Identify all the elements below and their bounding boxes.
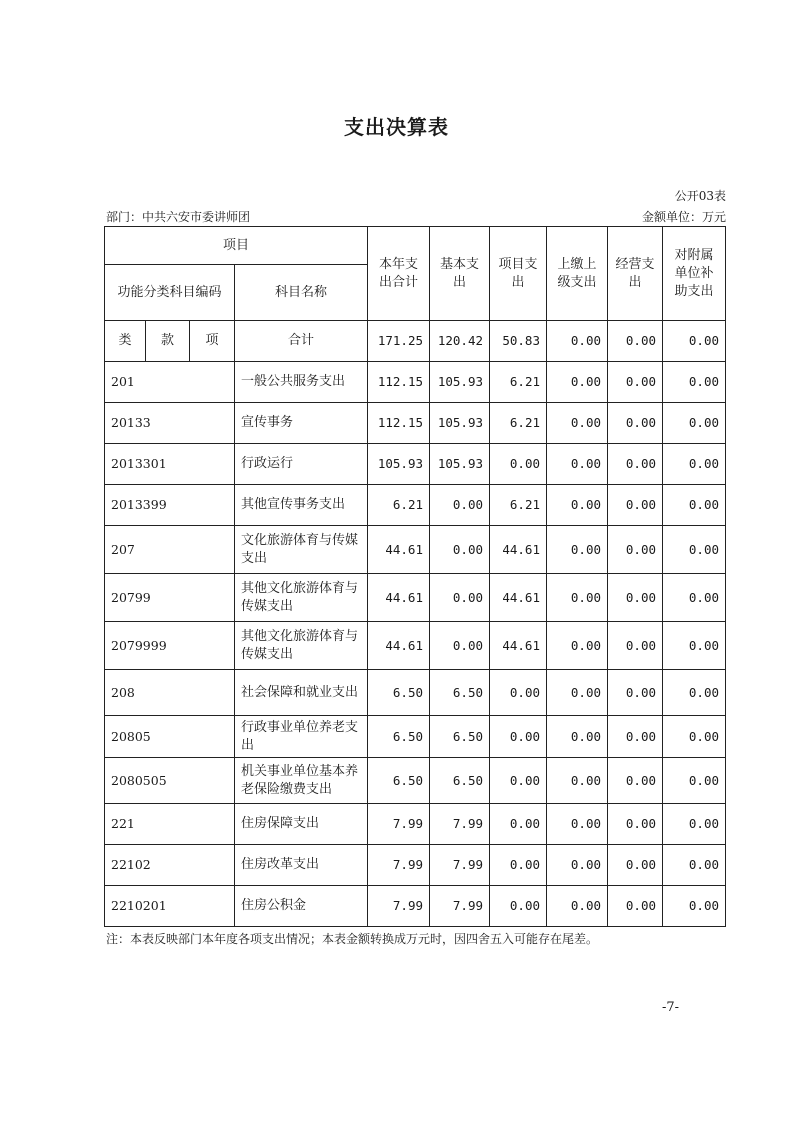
amount-cell: 0.00 [608,804,663,845]
amount-cell: 0.00 [608,526,663,574]
amount-cell: 0.00 [663,526,726,574]
table-row [105,485,726,526]
amount-cell: 6.50 [430,670,490,716]
subject-code: 20805 [105,716,235,758]
amount-cell: 0.00 [608,574,663,622]
amount-cell: 6.21 [490,362,547,403]
subject-name: 一般公共服务支出 [235,362,368,403]
amount-cell: 0.00 [490,804,547,845]
amount-cell: 0.00 [547,886,608,927]
header-total-expenditure: 本年支出合计 [368,227,430,321]
amount-cell: 105.93 [430,362,490,403]
amount-cell: 6.21 [490,485,547,526]
header-subject-name: 科目名称 [235,265,368,321]
subject-name: 社会保障和就业支出 [235,670,368,716]
amount-cell: 44.61 [368,526,430,574]
amount-cell: 0.00 [547,444,608,485]
amount-cell: 0.00 [608,758,663,804]
page-title: 支出决算表 [344,115,449,139]
amount-cell: 0.00 [663,622,726,670]
amount-cell: 0.00 [547,622,608,670]
subject-name: 住房公积金 [235,886,368,927]
subject-code: 2079999 [105,622,235,670]
header-function-code: 功能分类科目编码 [105,265,235,321]
table-row [105,526,726,574]
amount-cell: 112.15 [368,403,430,444]
amount-cell: 44.61 [490,574,547,622]
subject-name: 宣传事务 [235,403,368,444]
header-kuan: 款 [146,321,190,362]
table-row [105,622,726,670]
amount-cell: 44.61 [490,526,547,574]
amount-cell: 0.00 [547,485,608,526]
amount-cell: 0.00 [663,804,726,845]
amount-cell: 0.00 [430,485,490,526]
department-label: 部门：中共六安市委讲师团 [106,210,251,224]
table-row [105,574,726,622]
amount-cell: 0.00 [608,622,663,670]
amount-cell: 0.00 [547,362,608,403]
amount-cell: 0.00 [608,485,663,526]
form-number: 公开03表 [674,189,726,203]
subject-code: 221 [105,804,235,845]
amount-cell: 0.00 [490,886,547,927]
amount-cell: 6.50 [430,758,490,804]
amount-cell: 0.00 [663,574,726,622]
amount-cell: 0.00 [430,574,490,622]
table-row [105,670,726,716]
amount-cell: 0.00 [663,716,726,758]
total-cell: 0.00 [663,321,726,362]
subject-name: 其他文化旅游体育与传媒支出 [235,622,368,670]
amount-cell: 6.50 [368,716,430,758]
amount-cell: 0.00 [490,716,547,758]
amount-cell: 0.00 [547,574,608,622]
amount-cell: 6.50 [430,716,490,758]
subject-name: 其他宣传事务支出 [235,485,368,526]
subject-name: 行政事业单位养老支出 [235,716,368,758]
header-project-expenditure: 项目支出 [490,227,547,321]
subject-name: 机关事业单位基本养老保险缴费支出 [235,758,368,804]
amount-cell: 112.15 [368,362,430,403]
amount-cell: 0.00 [490,845,547,886]
amount-cell: 0.00 [547,716,608,758]
header-remit-superior: 上缴上级支出 [547,227,608,321]
subject-code: 208 [105,670,235,716]
amount-cell: 0.00 [663,403,726,444]
table-row [105,444,726,485]
amount-cell: 0.00 [608,716,663,758]
total-cell: 0.00 [547,321,608,362]
table-row [105,758,726,804]
table-body [105,227,726,927]
subject-name: 住房保障支出 [235,804,368,845]
amount-cell: 0.00 [547,403,608,444]
amount-cell: 0.00 [430,526,490,574]
amount-cell: 6.50 [368,758,430,804]
amount-cell: 7.99 [368,845,430,886]
amount-cell: 0.00 [490,670,547,716]
table-row [105,804,726,845]
amount-cell: 0.00 [547,526,608,574]
amount-cell: 0.00 [663,670,726,716]
amount-cell: 0.00 [608,444,663,485]
amount-cell: 7.99 [368,886,430,927]
expenditure-table [104,226,726,927]
subject-code: 207 [105,526,235,574]
amount-cell: 0.00 [490,444,547,485]
amount-cell: 0.00 [547,670,608,716]
subject-name: 文化旅游体育与传媒支出 [235,526,368,574]
amount-cell: 7.99 [368,804,430,845]
header-subsidy-subordinate: 对附属单位补助支出 [663,227,726,321]
subject-code: 201 [105,362,235,403]
amount-cell: 6.21 [490,403,547,444]
total-cell: 120.42 [430,321,490,362]
amount-cell: 0.00 [608,403,663,444]
total-row [105,321,726,362]
total-label: 合计 [235,321,368,362]
amount-cell: 6.50 [368,670,430,716]
subject-code: 2210201 [105,886,235,927]
amount-cell: 105.93 [368,444,430,485]
subject-code: 2080505 [105,758,235,804]
amount-cell: 0.00 [608,845,663,886]
table-row [105,845,726,886]
table-row [105,886,726,927]
unit-label: 金额单位：万元 [641,210,726,224]
amount-cell: 0.00 [547,758,608,804]
amount-cell: 7.99 [430,886,490,927]
amount-cell: 0.00 [490,758,547,804]
subject-name: 其他文化旅游体育与传媒支出 [235,574,368,622]
amount-cell: 0.00 [547,804,608,845]
table-row [105,716,726,758]
subject-code: 20799 [105,574,235,622]
amount-cell: 44.61 [368,622,430,670]
header-basic-expenditure: 基本支出 [430,227,490,321]
amount-cell: 0.00 [608,362,663,403]
amount-cell: 0.00 [663,758,726,804]
amount-cell: 0.00 [663,845,726,886]
amount-cell: 0.00 [663,362,726,403]
amount-cell: 105.93 [430,403,490,444]
page-number: -7- [662,1000,680,1015]
subject-name: 住房改革支出 [235,845,368,886]
amount-cell: 0.00 [663,485,726,526]
total-cell: 0.00 [608,321,663,362]
table-row [105,362,726,403]
amount-cell: 0.00 [608,886,663,927]
header-lei: 类 [105,321,146,362]
table-row [105,403,726,444]
amount-cell: 0.00 [608,670,663,716]
header-item: 项目 [105,227,368,265]
amount-cell: 44.61 [490,622,547,670]
amount-cell: 105.93 [430,444,490,485]
subject-code: 2013399 [105,485,235,526]
subject-code: 22102 [105,845,235,886]
amount-cell: 6.21 [368,485,430,526]
subject-name: 行政运行 [235,444,368,485]
total-cell: 50.83 [490,321,547,362]
amount-cell: 0.00 [663,886,726,927]
subject-code: 2013301 [105,444,235,485]
footnote: 注：本表反映部门本年度各项支出情况；本表金额转换成万元时，因四舍五入可能存在尾差。 [106,932,599,946]
amount-cell: 7.99 [430,845,490,886]
amount-cell: 44.61 [368,574,430,622]
amount-cell: 0.00 [663,444,726,485]
header-operating-expenditure: 经营支出 [608,227,663,321]
total-cell: 171.25 [368,321,430,362]
amount-cell: 0.00 [547,845,608,886]
amount-cell: 0.00 [430,622,490,670]
header-xiang: 项 [190,321,235,362]
amount-cell: 7.99 [430,804,490,845]
subject-code: 20133 [105,403,235,444]
